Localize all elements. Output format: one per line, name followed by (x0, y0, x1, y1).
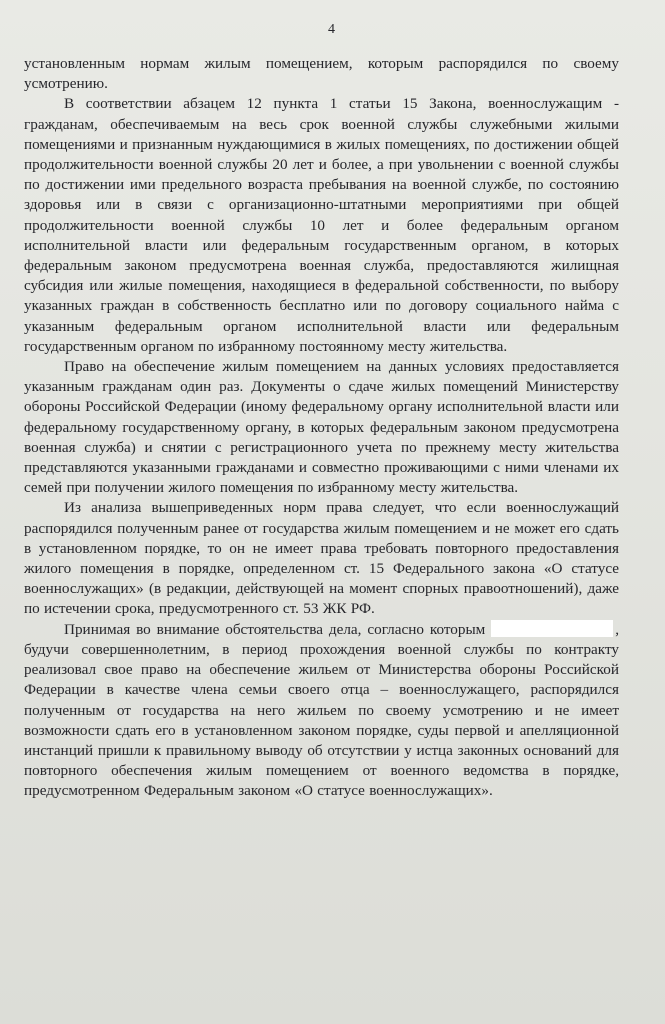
conclusion-text-before: Принимая во внимание обстоятельства дела, согласно которым (64, 620, 486, 638)
paragraph-conclusion (24, 620, 619, 802)
paragraph-continuation: установленным нормам жилым помещением, которым распорядился по своему усмотрению. (24, 55, 619, 93)
paragraph-law-article: В соответствии абзацем 12 пункта 1 статьи 15 Закона, военнослужащим - гражданам, обеспечиваемым на весь срок военной службы служебными жилыми помещениями и признанным нуждающимися в жилых помещениях, по достижении общей продолжительности военной службы 20 лет и более, а при увольнении с военной службы по достижении ими предельного возраста пребывания на военной службе, по состоянию здоровья или в связи с организационно-штатными мероприятиями при общей продолжительности военной службы 10 лет и более федеральным органом исполнительной власти или федеральным государственным органом, в которых федеральным законом предусмотрена военная служба, предоставляются жилищная субсидия или жилые помещения, находящиеся в федеральной собственности, по выбору указанных граждан в собственность бесплатно или по договору социального найма с указанным федеральным органом исполнительной власти или федеральным государственным органом по избранному постоянному месту жительства. (24, 95, 619, 355)
paragraph-analysis: Из анализа вышеприведенных норм права следует, что если военнослужащий распорядился полученным ранее от государства жилым помещением и не может его сдать в установленном порядке, то он не имеет права требовать повторного предоставления жилого помещения в порядке, определенном ст. 15 Федерального закона «О статусе военнослужащих» (в редакции, действующей на момент спорных правоотношений), даже по истечении срока, предусмотренного ст. 53 ЖК РФ. (24, 499, 619, 618)
paragraph-right-once: Право на обеспечение жилым помещением на данных условиях предоставляется указанным гражданам один раз. Документы о сдаче жилых помещений Министерству обороны Российской Федерации (иному федеральному органу исполнительной власти или федеральному государственному органу, в которых федеральным законом предусмотрена военная служба) и снятии с регистрационного учета по прежнему месту жительства представляются указанными гражданами и совместно проживающими с ними членами их семей при получении жилого помещения по избранному месту жительства. (24, 358, 619, 497)
redacted-name-block (491, 620, 613, 637)
page-number: 4 (328, 22, 335, 37)
conclusion-text-after: , будучи совершеннолетним, в период прохождения военной службы по контракту реализовал свое право на обеспечение жильем от Министерства обороны Российской Федерации в качестве члена семьи своего отца – военнослужащего, распорядился полученным от государства на него жильем по своему усмотрению и не имеет возможности сдать его в установленном законом порядке, суды первой и апелляционной инстанций пришли к правильному выводу об отсутствии у истца законных оснований для повторного обеспечения жилым помещением от военного ведомства в порядке, предусмотренном Федеральным законом «О статусе военнослужащих». (24, 620, 619, 800)
